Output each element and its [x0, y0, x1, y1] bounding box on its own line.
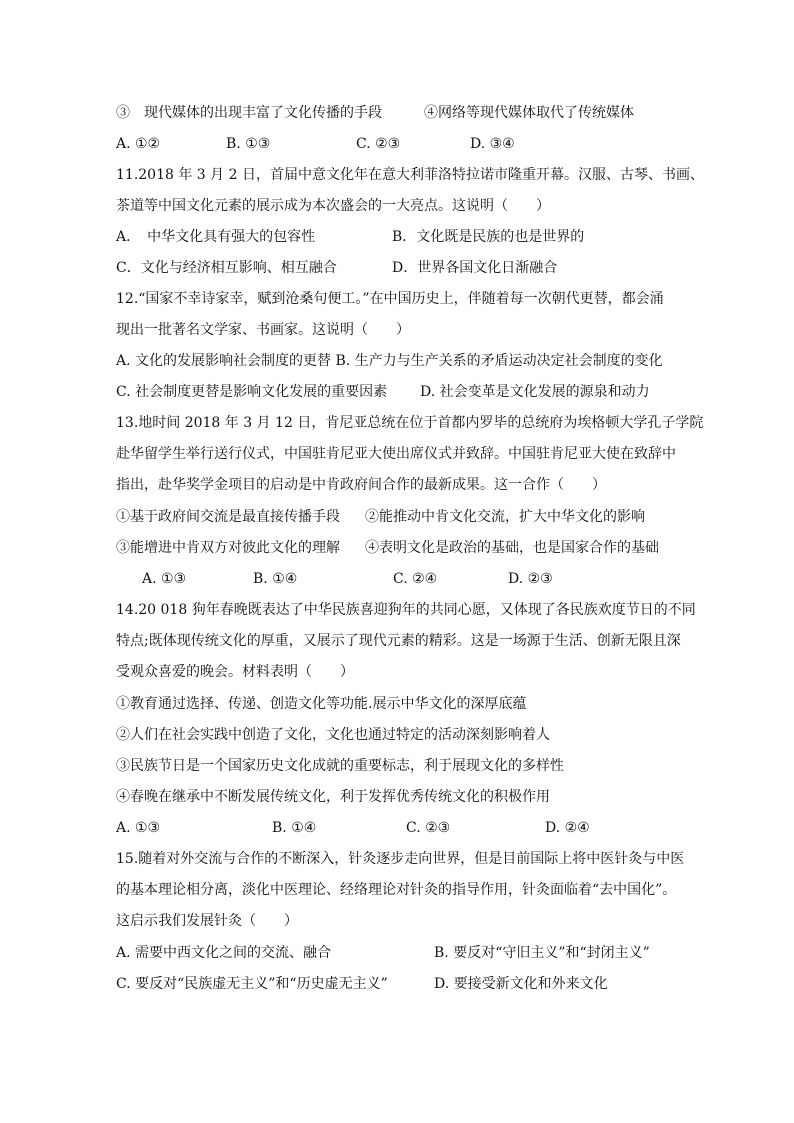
q13-item-3: ③能增进中肯双方对彼此文化的理解: [116, 540, 340, 556]
q11-stem-line-1: 11.2018 年 3 月 2 日，首届中意文化年在意大利菲洛特拉诺市隆重开幕。汉服、古琴、书画、: [116, 167, 704, 183]
q13-item-4: ④表明文化是政治的基础，也是国家合作的基础: [365, 540, 659, 556]
q15-option-d: D. 要接受新文化和外来文化: [434, 976, 608, 992]
q14-item-2: ②人们在社会实践中创造了文化，文化也通过特定的活动深刻影响着人: [116, 727, 550, 743]
q12-option-ab: A. 文化的发展影响社会制度的更替 B. 生产力与生产关系的矛盾运动决定社会制度的变化: [116, 353, 663, 369]
q13-item-2: ②能推动中肯文化交流，扩大中华文化的影响: [365, 509, 645, 525]
q13-option-c: C. ②④: [393, 571, 438, 587]
q10-item-3: ③ 现代媒体的出现丰富了文化传播的手段: [116, 105, 382, 121]
q15-option-c: C. 要反对“民族虚无主义”和“历史虚无主义”: [116, 976, 388, 992]
q11-option-a: A． 中华文化具有强大的包容性: [116, 229, 316, 245]
q12-stem-line-2: 现出一批著名文学家、书画家。这说明（ ）: [116, 322, 410, 338]
q15-option-b: B. 要反对“守旧主义”和“封闭主义”: [434, 945, 650, 961]
q14-option-d: D. ②④: [545, 820, 590, 836]
q13-stem-line-2: 赴华留学生举行送行仪式，中国驻肯尼亚大使出席仪式并致辞。中国驻肯尼亚大使在致辞中: [116, 446, 676, 462]
q12-option-c: C. 社会制度更替是影响文化发展的重要因素: [116, 384, 388, 400]
q15-stem-line-1: 15.随着对外交流与合作的不断深入，针灸逐步走向世界，但是目前国际上将中医针灸与中医: [116, 851, 685, 867]
q14-item-3: ③民族节日是一个国家历史文化成就的重要标志，利于展现文化的多样性: [116, 758, 564, 774]
q15-stem-line-3: 这启示我们发展针灸（ ）: [116, 913, 298, 929]
q14-option-b: B. ①④: [272, 820, 317, 836]
q13-stem-line-3: 指出，赴华奖学金项目的启动是中肯政府间合作的最新成果。这一合作（ ）: [116, 477, 606, 493]
q10-option-b: B. ①③: [226, 136, 271, 152]
q14-option-c: C. ②③: [406, 820, 451, 836]
q11-option-b: B．文化既是民族的也是世界的: [392, 229, 585, 245]
q13-item-1: ①基于政府间交流是最直接传播手段: [116, 509, 340, 525]
q14-item-1: ①教育通过选择、传递、创造文化等功能.展示中华文化的深厚底蕴: [116, 696, 527, 712]
q14-stem-line-2: 特点;既体现传统文化的厚重，又展示了现代元素的精彩。这是一场源于生活、创新无限且深: [116, 633, 681, 649]
q14-stem-line-3: 受观众喜爱的晚会。材料表明（ ）: [116, 664, 354, 680]
q14-item-4: ④春晚在继承中不断发展传统文化，利于发挥优秀传统文化的积极作用: [116, 789, 550, 805]
q13-option-a: A. ①③: [142, 571, 187, 587]
q14-stem-line-1: 14.20 018 狗年春晚既表达了中华民族喜迎狗年的共同心愿，又体现了各民族欢度节日的不同: [116, 602, 696, 618]
q10-option-a: A. ①②: [116, 136, 161, 152]
q11-stem-line-2: 茶道等中国文化元素的展示成为本次盛会的一大亮点。这说明（ ）: [116, 198, 550, 214]
q10-option-c: C. ②③: [356, 136, 401, 152]
q12-option-d: D. 社会变革是文化发展的源泉和动力: [420, 384, 650, 400]
q13-stem-line-1: 13.地时间 2018 年 3 月 12 日，肯尼亚总统在位于首都内罗毕的总统府为埃格顿大学孔子学院: [116, 415, 704, 431]
q13-option-d: D. ②③: [508, 571, 553, 587]
q10-item-4: ④网络等现代媒体取代了传统媒体: [424, 105, 634, 121]
q15-stem-line-2: 的基本理论相分离，淡化中医理论、经络理论对针灸的指导作用，针灸面临着“去中国化”。: [116, 882, 677, 898]
q14-option-a: A. ①③: [116, 820, 161, 836]
q13-option-b: B. ①④: [253, 571, 298, 587]
q12-stem-line-1: 12.“国家不幸诗家幸，赋到沧桑句便工。”在中国历史上，伴随着每一次朝代更替，都会涌: [116, 291, 664, 307]
q11-option-c: C．文化与经济相互影响、相互融合: [116, 260, 337, 276]
q15-option-a: A. 需要中西文化之间的交流、融合: [116, 945, 332, 961]
q10-option-d: D. ③④: [470, 136, 515, 152]
q11-option-d: D．世界各国文化日渐融合: [392, 260, 558, 276]
